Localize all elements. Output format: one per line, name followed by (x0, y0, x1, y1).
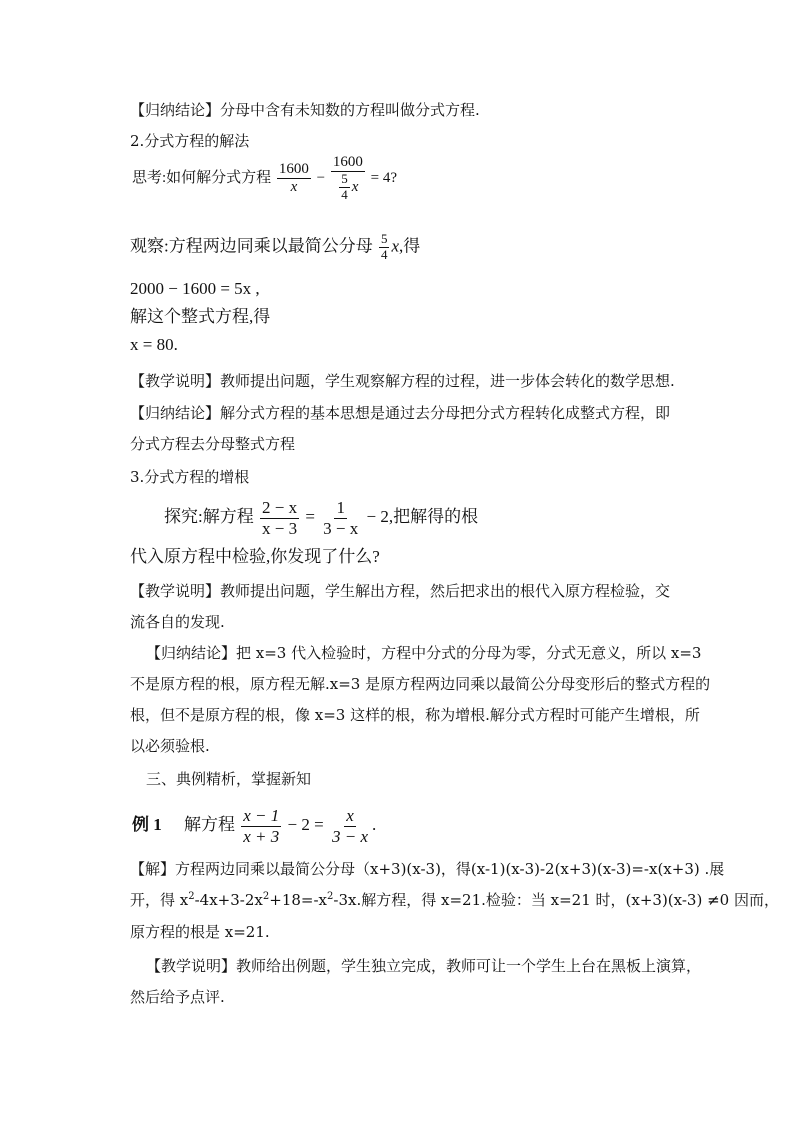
solution-line-2: 开，得 $x^2-4x+3-2x^2+18=-x^2-3x$.解方程，得 x=21.检验：当 x=21 时，(x+3)(x-3) ≠0 因而， (130, 891, 779, 909)
explore-line-2: 代入原方程中检验,你发现了什么? (130, 547, 380, 566)
section-3-heading: 3.分式方程的增根 (130, 468, 250, 486)
think-suffix: = 4? (370, 170, 398, 186)
fraction-5-over-4: $\frac{5}{4}$ (341, 171, 348, 203)
conclusion-2: 【归纳结论】解分式方程的基本思想是通过去分母把分式方程转化成整式方程，即 (130, 404, 671, 422)
fraction-x-minus-1-over-x-plus-3: $\frac{x - 1}{x + 3}$ (243, 806, 280, 846)
conclusion-1: 【归纳结论】分母中含有未知数的方程叫做分式方程. (130, 101, 480, 119)
think-prefix: 思考:如何解分式方程 (132, 170, 272, 186)
fraction-2-minus-x-over-x-minus-3: $\frac{2 - x}{x - 3}$ (261, 498, 298, 538)
teaching-note-1: 【教学说明】教师提出问题，学生观察解方程的过程，进一步体会转化的数学思想. (130, 372, 675, 390)
example-1: 例 1 解方程 $\frac{x - 1}{x + 3}$ − 2 = $\frac{x}{3 - x}$ . (132, 806, 377, 846)
observe-line: 观察:方程两边同乘以最简公分母 $\frac{5}{4}$ x,得 (130, 231, 421, 262)
teaching-note-3-cont: 然后给予点评. (130, 988, 225, 1006)
conclusion-3: 【归纳结论】把 x=3 代入检验时，方程中分式的分母为零，分式无意义，所以 x=3 (146, 644, 702, 662)
example-label: 例 1 (132, 814, 162, 834)
section-three-heading: 三、典例精析，掌握新知 (146, 770, 312, 788)
conclusion-2-cont: 分式方程去分母整式方程 (130, 435, 296, 453)
solution-line-3: 原方程的根是 x=21. (130, 923, 270, 941)
teaching-note-3: 【教学说明】教师给出例题，学生独立完成，教师可让一个学生上台在黑板上演算， (146, 957, 702, 975)
think-line (132, 154, 712, 203)
minus-sign: − (316, 170, 326, 186)
integer-equation: 2000 − 1600 = 5x , (130, 279, 260, 298)
teaching-note-2-cont: 流各自的发现. (130, 613, 225, 631)
conclusion-3-cont-2: 根，但不是原方程的根，像 x=3 这样的根，称为增根.解分式方程时可能产生增根，所 (130, 706, 700, 724)
fraction-1-over-3-minus-x: $\frac{1}{3 - x}$ (323, 498, 359, 538)
fraction-5-over-4-lcd: $\frac{5}{4}$ (380, 231, 388, 262)
fraction-1600-over-5-4-x: 1600 $\frac{5}{4}$ x (332, 154, 363, 203)
fraction-x-over-3-minus-x: $\frac{x}{3 - x}$ (331, 806, 368, 846)
explore-line: 探究:解方程 $\frac{2 - x}{x - 3}$ = $\frac{1}{3 - x}$ − 2,把解得的根 (164, 498, 479, 538)
solve-integer-text: 解这个整式方程,得 (130, 307, 271, 326)
teaching-note-2: 【教学说明】教师提出问题，学生解出方程，然后把求出的根代入原方程检验，交 (130, 582, 671, 600)
solution-x-80: x = 80. (130, 335, 178, 354)
section-2-heading: 2.分式方程的解法 (130, 132, 250, 150)
solution-line-1: 【解】方程两边同乘以最简公分母（x+3)(x-3)，得(x-1)(x-3)-2(x+3)(x-3)=-x(x+3) .展 (130, 860, 725, 878)
conclusion-3-cont-1: 不是原方程的根，原方程无解.x=3 是原方程两边同乘以最简公分母变形后的整式方程的 (130, 675, 711, 693)
fraction-1600-over-x: $\frac{1600}{x}$ (278, 160, 309, 196)
conclusion-3-cont-3: 以必须验根. (130, 737, 210, 755)
